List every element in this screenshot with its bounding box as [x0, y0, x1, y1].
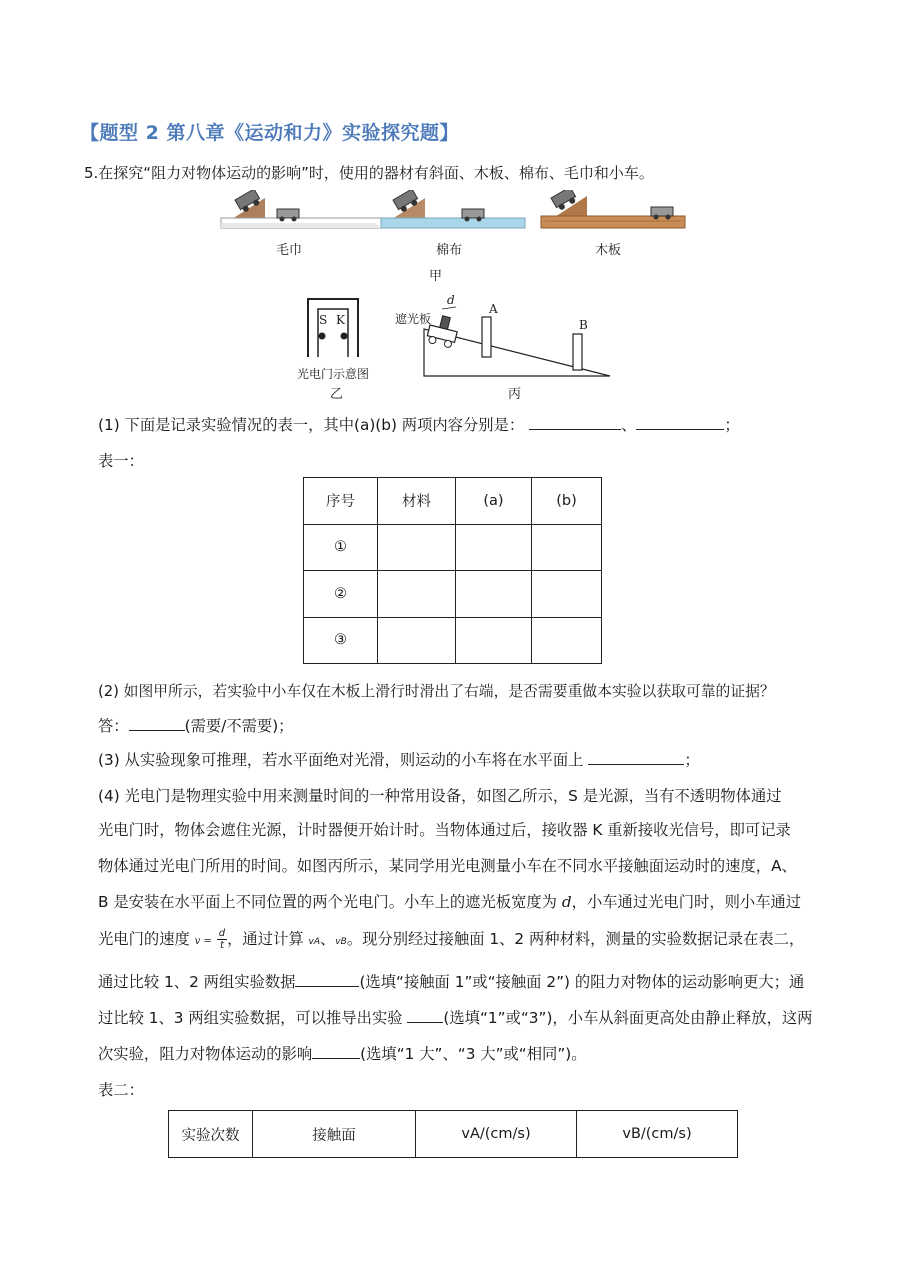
- vB-symbol: vB: [335, 937, 347, 947]
- table-cell-index: ③: [304, 617, 378, 664]
- table-cell[interactable]: [378, 524, 456, 571]
- gate-K: K: [336, 313, 345, 327]
- table-header: 序号: [304, 478, 378, 525]
- answer-blank-a[interactable]: [529, 415, 621, 430]
- table-2: [168, 1110, 738, 1158]
- table-cell[interactable]: [532, 617, 602, 664]
- gate-S: S: [319, 313, 328, 327]
- table-row: [304, 617, 602, 664]
- width-d: d: [561, 893, 572, 911]
- d-label: d: [447, 293, 455, 307]
- table-cell[interactable]: [378, 617, 456, 664]
- table1-title: 表一：: [98, 452, 144, 470]
- part3-text: (3) 从实验现象可推理，若水平面绝对光滑，则运动的小车将在水平面上: [98, 751, 584, 769]
- part2-suffix: (需要/不需要)；: [184, 717, 294, 735]
- vA-vB-sep: 、: [319, 930, 336, 948]
- table-cell-index: ②: [304, 571, 378, 618]
- part1-text: [98, 415, 740, 435]
- answer-blank-need[interactable]: [129, 716, 185, 731]
- part4-line6a: 通过比较 1、2 两组实验数据: [98, 973, 296, 991]
- part1-prompt: (1) 下面是记录实验情况的表一，其中(a)(b) 两项内容分别是：: [98, 416, 525, 434]
- part4-line4b: ，小车通过光电门时，则小车通过: [571, 893, 802, 911]
- frac-denominator: t: [219, 940, 224, 951]
- answer-blank-b[interactable]: [636, 415, 724, 430]
- part4-line5: [98, 928, 804, 952]
- part4-line5b: ，通过计算: [227, 930, 304, 948]
- table-header: 材料: [378, 478, 456, 525]
- part4-line6: [98, 972, 804, 992]
- ramp-cotton: [381, 190, 525, 228]
- table-header: vA/(cm/s): [416, 1111, 577, 1158]
- table2-title: 表二：: [98, 1081, 144, 1099]
- part4-line8: [98, 1044, 587, 1064]
- table-row: [304, 524, 602, 571]
- part1-end: ；: [724, 416, 740, 434]
- table-header: (a): [456, 478, 532, 525]
- gate-B-label: B: [579, 318, 588, 332]
- figure-yi-photogate: [300, 295, 370, 365]
- label-jia: 甲: [429, 269, 443, 284]
- table-header: (b): [532, 478, 602, 525]
- fraction-d-over-t: [217, 928, 227, 951]
- part4-line7b: (选填“1”或“3”)，小车从斜面更高处由静止释放，这两: [443, 1009, 813, 1027]
- table-cell-index: ①: [304, 524, 378, 571]
- part4-line8a: 次实验，阻力对物体运动的影响: [98, 1045, 313, 1063]
- ramp-wood: [541, 190, 685, 228]
- table-row: [169, 1111, 738, 1158]
- table-cell[interactable]: [456, 524, 532, 571]
- part4-line8b: (选填“1 大”、“3 大”或“相同”)。: [360, 1045, 587, 1063]
- label-cotton: 棉布: [436, 243, 463, 258]
- part4-line5c: 。现分别经过接触面 1、2 两种材料，测量的实验数据记录在表二，: [346, 930, 805, 948]
- part4-line4: [98, 892, 801, 912]
- label-yi: 乙: [330, 387, 344, 402]
- part4-line2: 光电门时，物体会遮住光源，计时器便开始计时。当物体通过后，接收器 K 重新接收光信号，即可记录: [98, 821, 791, 839]
- table-cell[interactable]: [532, 524, 602, 571]
- label-wood: 木板: [595, 243, 622, 258]
- figure-bing: [420, 295, 615, 380]
- part4-line1: (4) 光电门是物理实验中用来测量时间的一种常用设备，如图乙所示，S 是光源，当有不透明物体通过: [98, 787, 782, 805]
- table-cell[interactable]: [456, 571, 532, 618]
- frac-numerator: d: [218, 928, 226, 939]
- vA-symbol: vA: [308, 937, 320, 947]
- table-1: [303, 477, 602, 664]
- question-intro: 5.在探究“阻力对物体运动的影响”时，使用的器材有斜面、木板、棉布、毛巾和小车。: [84, 164, 654, 182]
- table-cell[interactable]: [378, 571, 456, 618]
- figure-jia: [215, 190, 695, 285]
- answer-blank-effect[interactable]: [312, 1044, 360, 1059]
- table-row: [304, 571, 602, 618]
- part4-line6b: (选填“接触面 1”或“接触面 2”) 的阻力对物体的运动影响更大；通: [359, 973, 805, 991]
- table-cell[interactable]: [532, 571, 602, 618]
- shade-label: 遮光板: [395, 312, 432, 326]
- part4-line7a: 过比较 1、3 两组实验数据，可以推导出实验: [98, 1009, 403, 1027]
- part2-answer: [98, 716, 293, 736]
- part4-line4a: B 是安装在水平面上不同位置的两个光电门。小车上的遮光板宽度为: [98, 893, 557, 911]
- table-row: [304, 478, 602, 525]
- velocity-eq: v =: [194, 936, 212, 947]
- table-header: 实验次数: [169, 1111, 253, 1158]
- gate-caption: 光电门示意图: [297, 367, 370, 381]
- label-bing: 丙: [508, 387, 522, 402]
- gate-A-label: A: [489, 302, 498, 316]
- ramp-towel: [221, 190, 381, 228]
- part2-line1: (2) 如图甲所示，若实验中小车仅在木板上滑行时滑出了右端，是否需要重做本实验以获取可靠的证据？: [98, 683, 775, 700]
- label-towel: 毛巾: [276, 243, 303, 258]
- part3-end: ；: [684, 751, 700, 769]
- table-header: vB/(cm/s): [577, 1111, 738, 1158]
- part3-line: [98, 750, 700, 770]
- part4-line3: 物体通过光电门所用的时间。如图丙所示，某同学用光电测量小车在不同水平接触面运动时的速度，A、: [98, 857, 797, 875]
- table-cell[interactable]: [456, 617, 532, 664]
- section-heading: 【题型 2 第八章《运动和力》实验探究题】: [80, 122, 459, 144]
- part4-line5a: 光电门的速度: [98, 930, 190, 948]
- part4-line7: [98, 1008, 812, 1028]
- table-header: 接触面: [253, 1111, 416, 1158]
- answer-blank-surface[interactable]: [295, 972, 359, 987]
- answer-blank-motion[interactable]: [588, 750, 684, 765]
- part2-prefix: 答：: [98, 717, 129, 735]
- answer-blank-experiment[interactable]: [407, 1008, 443, 1023]
- part1-sep: 、: [621, 416, 637, 434]
